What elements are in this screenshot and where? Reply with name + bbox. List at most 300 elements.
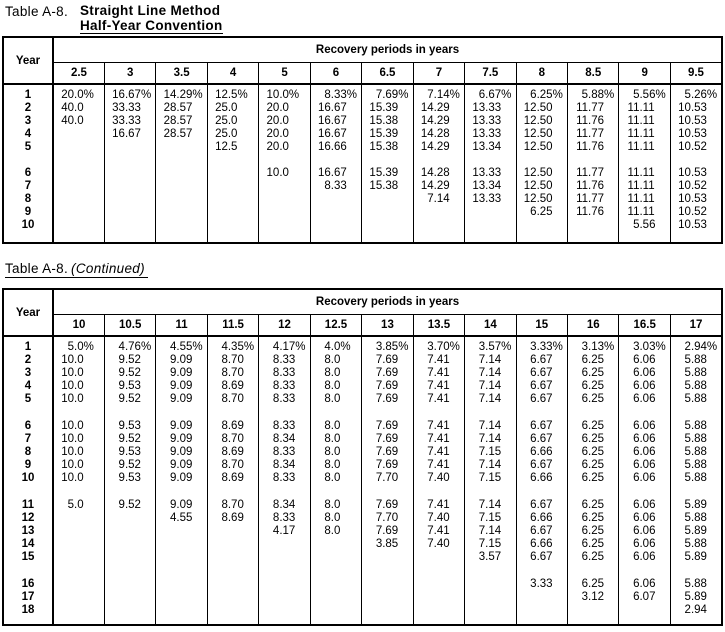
gap-cell: [53, 232, 104, 243]
rate-frac: .29: [433, 141, 450, 153]
rate-int: 16: [317, 167, 331, 179]
rate-cell: [465, 433, 516, 446]
rate-int: 12: [523, 115, 537, 127]
rate-frac: .15: [485, 472, 502, 484]
rate-frac: .70: [227, 354, 244, 366]
rate-int: 4: [118, 341, 125, 353]
rate-cell: [207, 420, 258, 433]
rate-cell: [310, 380, 361, 393]
rate-cell: [207, 591, 258, 604]
rate-cell: [207, 128, 258, 141]
rate-int: 7: [375, 354, 383, 366]
rate-int: 25: [215, 102, 228, 114]
rate-cell: [413, 459, 464, 472]
rate-frac: .88: [690, 512, 707, 524]
rate-cell: [465, 180, 516, 193]
year-row: [3, 167, 722, 180]
rate-frac: .33%: [536, 341, 563, 353]
year-cell: 17: [3, 591, 53, 604]
rate-cell: [53, 551, 104, 564]
rate-cell: [465, 354, 516, 367]
rate-frac: .0: [330, 380, 341, 392]
rate-int: 8: [272, 393, 280, 405]
table2-title: [5, 261, 148, 278]
rate-int: 11: [627, 102, 640, 114]
rate-int: 16: [317, 115, 331, 127]
rate-cell: [465, 512, 516, 525]
rate-cell: [156, 459, 207, 472]
gap-cell: [465, 232, 516, 243]
rate-cell: [670, 84, 722, 102]
rate-frac: .06: [639, 393, 656, 405]
year-row: [3, 446, 722, 459]
rate-cell: [259, 499, 310, 512]
rate-frac: .52: [690, 141, 707, 153]
gap-cell: [413, 154, 464, 167]
rate-frac: .33: [279, 354, 296, 366]
rate-cell: [362, 459, 413, 472]
rate-frac: .52: [124, 499, 141, 511]
rate-cell: [670, 472, 722, 485]
rate-cell: [413, 472, 464, 485]
rate-frac: .09: [176, 446, 193, 458]
period-header: 10.5: [104, 314, 155, 336]
rate-int: 8: [272, 499, 280, 511]
rate-frac: .33: [279, 420, 296, 432]
rate-int: 10: [61, 393, 74, 405]
rate-frac: .76: [588, 141, 605, 153]
rate-cell: [207, 219, 258, 232]
rate-frac: .33: [279, 367, 296, 379]
rate-cell: [53, 459, 104, 472]
rate-cell: [207, 354, 258, 367]
period-header: 2.5: [53, 62, 104, 84]
rate-int: 6: [633, 367, 640, 379]
rate-frac: .25: [588, 578, 605, 590]
gap-cell: [310, 232, 361, 243]
rate-cell: [619, 115, 670, 128]
rate-cell: [207, 604, 258, 617]
rate-cell: [259, 472, 310, 485]
rate-cell: [619, 459, 670, 472]
rate-cell: [259, 393, 310, 406]
rate-frac: .29: [433, 115, 450, 127]
rate-cell: [516, 167, 567, 180]
rate-cell: [362, 512, 413, 525]
rate-frac: .94: [690, 604, 707, 616]
rate-int: 7: [427, 525, 434, 537]
rate-int: 11: [576, 193, 589, 205]
rate-int: 8: [272, 446, 280, 458]
rate-int: 9: [118, 499, 125, 511]
rate-cell: [670, 336, 722, 354]
rate-int: 8: [324, 446, 331, 458]
year-cell: 9: [3, 206, 53, 219]
rate-frac: .0: [279, 167, 289, 179]
rate-cell: [362, 141, 413, 154]
rate-int: 15: [369, 141, 383, 153]
year-cell: 14: [3, 538, 53, 551]
rate-int: 6: [633, 525, 640, 537]
rate-int: 7: [375, 380, 383, 392]
rate-int: 9: [118, 420, 125, 432]
gap-cell: [259, 406, 310, 420]
rate-cell: [53, 102, 104, 115]
rate-cell: [568, 380, 619, 393]
rate-frac: .25: [588, 433, 605, 445]
gap-cell: [259, 232, 310, 243]
gap-cell: [619, 564, 670, 578]
rate-frac: .76: [588, 180, 605, 192]
year-row: [3, 591, 722, 604]
period-header: 6.5: [362, 62, 413, 84]
gap-cell: [310, 154, 361, 167]
rate-cell: [259, 128, 310, 141]
rate-frac: .69%: [382, 89, 409, 101]
rate-cell: [104, 367, 155, 380]
rate-frac: .67: [330, 102, 347, 114]
gap-cell: [207, 232, 258, 243]
rate-frac: .76%: [124, 341, 152, 353]
rate-cell: [619, 84, 670, 102]
rate-cell: [516, 219, 567, 232]
gap-cell: [568, 485, 619, 499]
rate-frac: .52: [124, 393, 141, 405]
rate-cell: [53, 604, 104, 617]
rate-frac: .53: [690, 115, 707, 127]
rate-int: 4: [324, 341, 331, 353]
rate-cell: [104, 141, 155, 154]
rate-cell: [207, 367, 258, 380]
rate-cell: [670, 380, 722, 393]
year-cell: 3: [3, 367, 53, 380]
rate-frac: .06: [639, 472, 656, 484]
rate-cell: [310, 446, 361, 459]
rate-frac: .34: [279, 459, 296, 471]
rate-int: 11: [576, 167, 589, 179]
rate-int: 12: [215, 89, 228, 101]
rate-cell: [465, 206, 516, 219]
rate-frac: .67: [536, 499, 553, 511]
rate-cell: [104, 446, 155, 459]
rate-frac: .70: [227, 433, 244, 445]
rate-cell: [516, 538, 567, 551]
rate-cell: [207, 102, 258, 115]
rate-cell: [465, 604, 516, 617]
rate-frac: .29%: [176, 89, 203, 101]
rate-int: 11: [576, 102, 589, 114]
rate-frac: .0: [330, 525, 341, 537]
rate-frac: .88: [690, 367, 707, 379]
rate-cell: [53, 380, 104, 393]
rate-frac: .88: [690, 420, 707, 432]
rate-cell: [516, 499, 567, 512]
year-row: [3, 420, 722, 433]
rate-cell: [259, 354, 310, 367]
rate-cell: [53, 578, 104, 591]
rate-frac: .09: [176, 380, 193, 392]
gap-row: [3, 617, 722, 625]
header-row-recovery: [3, 37, 722, 62]
rate-int: 13: [472, 115, 486, 127]
rate-cell: [413, 336, 464, 354]
rate-cell: [670, 115, 722, 128]
rate-cell: [53, 525, 104, 538]
rate-cell: [104, 512, 155, 525]
year-column-header: Year: [3, 37, 53, 84]
gap-cell: [568, 154, 619, 167]
rate-frac: .33: [485, 167, 502, 179]
rate-cell: [310, 472, 361, 485]
rate-frac: .0%: [279, 89, 300, 101]
rate-frac: .14: [433, 193, 450, 205]
rate-int: 8: [272, 433, 280, 445]
rate-int: 9: [170, 420, 177, 432]
rate-int: 6: [633, 459, 640, 471]
rate-cell: [53, 367, 104, 380]
rate-int: 8: [221, 459, 228, 471]
rate-int: 7: [427, 459, 434, 471]
rate-frac: .25%: [536, 89, 563, 101]
rate-int: 7: [427, 89, 434, 101]
rate-frac: .11: [639, 102, 655, 114]
gap-cell: [207, 154, 258, 167]
rate-cell: [516, 115, 567, 128]
rate-int: 5: [684, 578, 691, 590]
rate-cell: [53, 115, 104, 128]
rate-int: 6: [581, 525, 589, 537]
rate-cell: [568, 604, 619, 617]
gap-cell: [670, 617, 722, 625]
year-cell: 10: [3, 472, 53, 485]
rate-cell: [310, 167, 361, 180]
rate-frac: .33: [485, 128, 502, 140]
rate-frac: .77: [588, 167, 605, 179]
rate-cell: [619, 433, 670, 446]
rate-int: 8: [221, 354, 228, 366]
rate-int: 9: [170, 433, 177, 445]
rate-int: 5: [581, 89, 589, 101]
rate-cell: [619, 512, 670, 525]
rate-cell: [516, 472, 567, 485]
rate-frac: .28: [433, 128, 450, 140]
rate-cell: [413, 128, 464, 141]
rate-cell: [310, 393, 361, 406]
rate-int: 6: [581, 446, 589, 458]
rate-cell: [516, 446, 567, 459]
gap-cell: [670, 564, 722, 578]
rate-cell: [310, 525, 361, 538]
rate-cell: [670, 446, 722, 459]
rate-cell: [104, 578, 155, 591]
rate-frac: .09: [176, 459, 193, 471]
period-header: 5: [259, 62, 310, 84]
rate-cell: [53, 512, 104, 525]
rate-int: 7: [375, 446, 383, 458]
rate-int: 5: [633, 219, 640, 231]
rate-frac: .0: [74, 459, 84, 471]
rate-frac: .0: [74, 393, 84, 405]
year-row: [3, 367, 722, 380]
rate-int: 4: [221, 341, 228, 353]
rate-int: 16: [317, 128, 331, 140]
year-row: [3, 433, 722, 446]
rate-cell: [53, 141, 104, 154]
rate-frac: .06: [639, 459, 656, 471]
rate-frac: .0: [74, 102, 84, 114]
rate-int: 14: [420, 167, 434, 179]
rate-int: 11: [576, 115, 589, 127]
rate-int: 5: [684, 354, 691, 366]
rate-frac: .11: [639, 167, 655, 179]
rate-int: 7: [478, 525, 486, 537]
year-cell: 6: [3, 167, 53, 180]
rate-frac: .41: [433, 380, 450, 392]
rate-int: 10: [61, 354, 74, 366]
rate-cell: [259, 219, 310, 232]
gap-cell: [619, 485, 670, 499]
rate-frac: .25: [588, 446, 605, 458]
rate-int: 7: [427, 499, 434, 511]
rate-int: 7: [375, 499, 383, 511]
rate-cell: [207, 525, 258, 538]
rate-frac: .85%: [382, 341, 409, 353]
rate-cell: [516, 578, 567, 591]
rate-cell: [516, 128, 567, 141]
rate-cell: [310, 538, 361, 551]
rate-cell: [259, 84, 310, 102]
rate-int: 10: [266, 89, 280, 101]
table2-container: [2, 288, 723, 626]
rate-int: 6: [581, 354, 589, 366]
rate-cell: [568, 459, 619, 472]
depreciation-table-1: [2, 36, 723, 244]
rate-int: 8: [324, 459, 331, 471]
rate-cell: [465, 420, 516, 433]
rate-frac: .94%: [690, 341, 718, 353]
rate-cell: [516, 604, 567, 617]
gap-cell: [53, 406, 104, 420]
rate-cell: [310, 551, 361, 564]
rate-cell: [310, 206, 361, 219]
rate-cell: [413, 512, 464, 525]
rate-frac: .11: [639, 115, 655, 127]
rate-frac: .33: [279, 380, 296, 392]
rate-frac: .56%: [639, 89, 666, 101]
gap-cell: [670, 485, 722, 499]
year-row: [3, 551, 722, 564]
rate-int: 40: [61, 102, 74, 114]
rate-cell: [362, 167, 413, 180]
rate-cell: [310, 578, 361, 591]
rate-cell: [465, 499, 516, 512]
rate-cell: [259, 591, 310, 604]
table1-heading-convention: Half-Year Convention: [80, 18, 223, 33]
rate-cell: [207, 115, 258, 128]
rate-int: 7: [375, 525, 383, 537]
rate-cell: [670, 128, 722, 141]
rate-cell: [259, 206, 310, 219]
rate-cell: [104, 84, 155, 102]
rate-cell: [670, 141, 722, 154]
rate-frac: .0: [330, 433, 341, 445]
rate-int: 7: [478, 380, 486, 392]
rate-frac: .53: [124, 472, 141, 484]
gap-cell: [413, 485, 464, 499]
rate-int: 7: [478, 354, 486, 366]
rate-frac: .0: [330, 459, 341, 471]
rate-frac: .25: [588, 380, 605, 392]
rate-cell: [362, 551, 413, 564]
rate-int: 8: [324, 380, 331, 392]
rate-cell: [516, 180, 567, 193]
rate-frac: .52: [124, 433, 141, 445]
rate-int: 11: [627, 115, 640, 127]
year-row: [3, 219, 722, 232]
rate-int: 7: [375, 433, 383, 445]
rate-cell: [465, 219, 516, 232]
rate-int: 10: [678, 128, 691, 140]
rate-int: 5: [684, 459, 691, 471]
rate-frac: .0: [330, 512, 341, 524]
rate-frac: .67: [536, 393, 553, 405]
rate-cell: [516, 591, 567, 604]
rate-frac: .0: [74, 446, 84, 458]
rate-int: 12: [523, 167, 537, 179]
rate-int: 6: [530, 525, 537, 537]
rate-frac: .88: [690, 472, 707, 484]
rate-frac: .0: [74, 472, 84, 484]
gap-cell: [465, 564, 516, 578]
rate-int: 10: [61, 380, 74, 392]
rate-cell: [568, 538, 619, 551]
rate-cell: [670, 512, 722, 525]
rate-frac: .06: [639, 420, 656, 432]
rate-frac: .15: [485, 512, 502, 524]
rate-frac: .15: [485, 446, 502, 458]
rate-frac: .53: [124, 420, 141, 432]
rate-frac: .55%: [176, 341, 203, 353]
rate-cell: [104, 525, 155, 538]
rate-cell: [619, 141, 670, 154]
rate-frac: .0: [330, 354, 341, 366]
rate-cell: [207, 336, 258, 354]
rate-int: 5: [684, 551, 691, 563]
rate-cell: [516, 433, 567, 446]
rate-int: 10: [61, 459, 74, 471]
rate-cell: [259, 367, 310, 380]
rate-int: 7: [478, 499, 486, 511]
rate-int: 11: [627, 180, 640, 192]
rate-int: 11: [627, 206, 640, 218]
rate-frac: .69: [382, 367, 399, 379]
rate-int: 6: [581, 367, 589, 379]
rate-frac: .14%: [433, 89, 460, 101]
rate-cell: [310, 128, 361, 141]
gap-cell: [156, 154, 207, 167]
rate-cell: [465, 393, 516, 406]
rate-int: 3: [375, 538, 383, 550]
rate-int: 10: [678, 206, 691, 218]
gap-cell: [568, 406, 619, 420]
rate-int: 12: [523, 141, 537, 153]
rate-frac: .88: [690, 354, 707, 366]
rate-cell: [156, 538, 207, 551]
rate-cell: [207, 499, 258, 512]
rate-cell: [619, 393, 670, 406]
year-row: [3, 393, 722, 406]
rate-cell: [670, 604, 722, 617]
